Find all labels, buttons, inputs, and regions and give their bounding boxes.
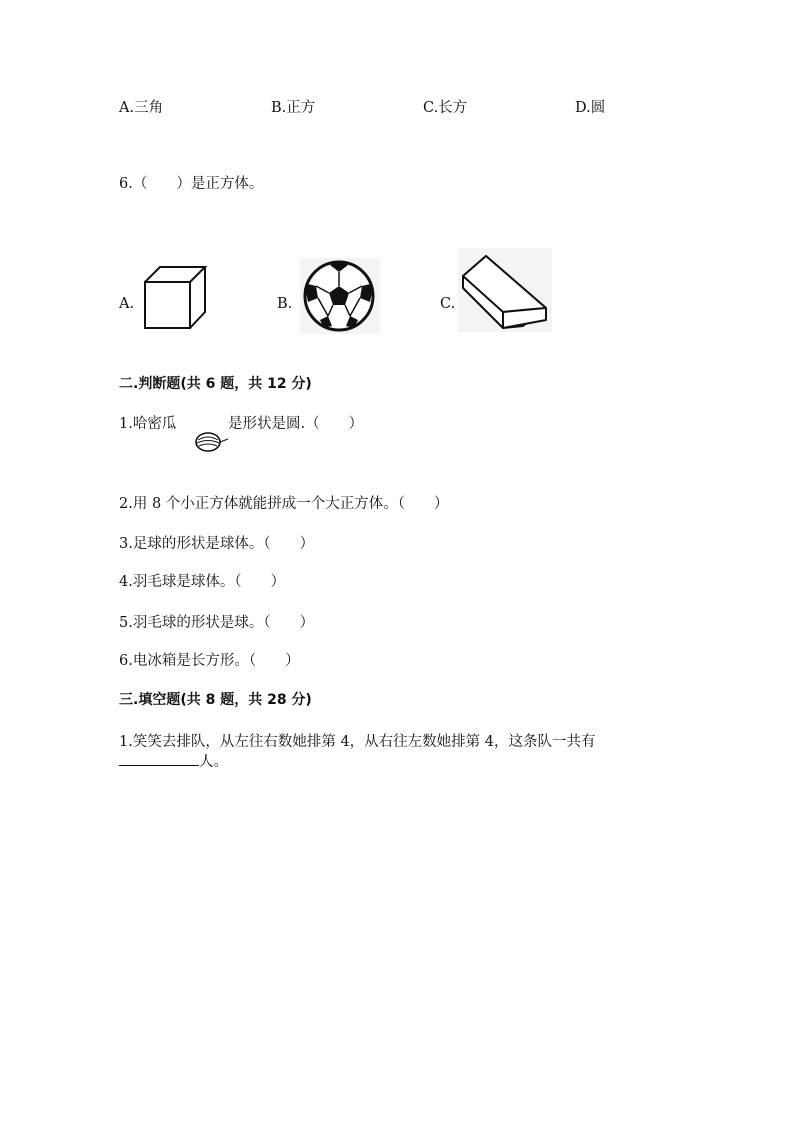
cube-icon: [140, 262, 212, 334]
q6-option-c-label: C.: [440, 296, 456, 312]
judge-q1-prefix: 1.哈密瓜: [119, 416, 177, 432]
q6-option-b-label: B.: [277, 296, 293, 312]
judge-q3: 3.足球的形状是球体。（ ）: [119, 536, 315, 552]
judge-q4: 4.羽毛球是球体。（ ）: [119, 574, 286, 590]
section-2-title: 二.判断题(共 6 题，共 12 分): [119, 376, 312, 392]
q6-option-a-label: A.: [119, 296, 135, 312]
q5-option-c: C.长方: [423, 100, 468, 116]
judge-q5: 5.羽毛球的形状是球。（ ）: [119, 615, 315, 631]
q5-option-d: D.圆: [575, 100, 606, 116]
melon-icon: [194, 430, 230, 454]
cuboid-icon: [458, 248, 552, 332]
section-3-title: 三.填空题(共 8 题，共 28 分): [119, 692, 312, 708]
fill-q1-suffix: 人。: [199, 754, 228, 770]
judge-q2: 2.用 8 个小正方体就能拼成一个大正方体。（ ）: [119, 496, 449, 512]
q6-stem: 6.（ ）是正方体。: [119, 176, 264, 192]
q5-option-b: B.正方: [271, 100, 316, 116]
q5-option-a: A.三角: [119, 100, 164, 116]
fill-q1-line2: [119, 750, 228, 771]
fill-q1-line1: 1.笑笑去排队，从左往右数她排第 4，从右往左数她排第 4，这条队一共有: [119, 734, 596, 750]
judge-q6: 6.电冰箱是长方形。（ ）: [119, 653, 300, 669]
soccer-ball-icon: [300, 258, 380, 334]
judge-q1-suffix: 是形状是圆.（ ）: [228, 416, 364, 432]
answer-blank[interactable]: [119, 751, 199, 766]
